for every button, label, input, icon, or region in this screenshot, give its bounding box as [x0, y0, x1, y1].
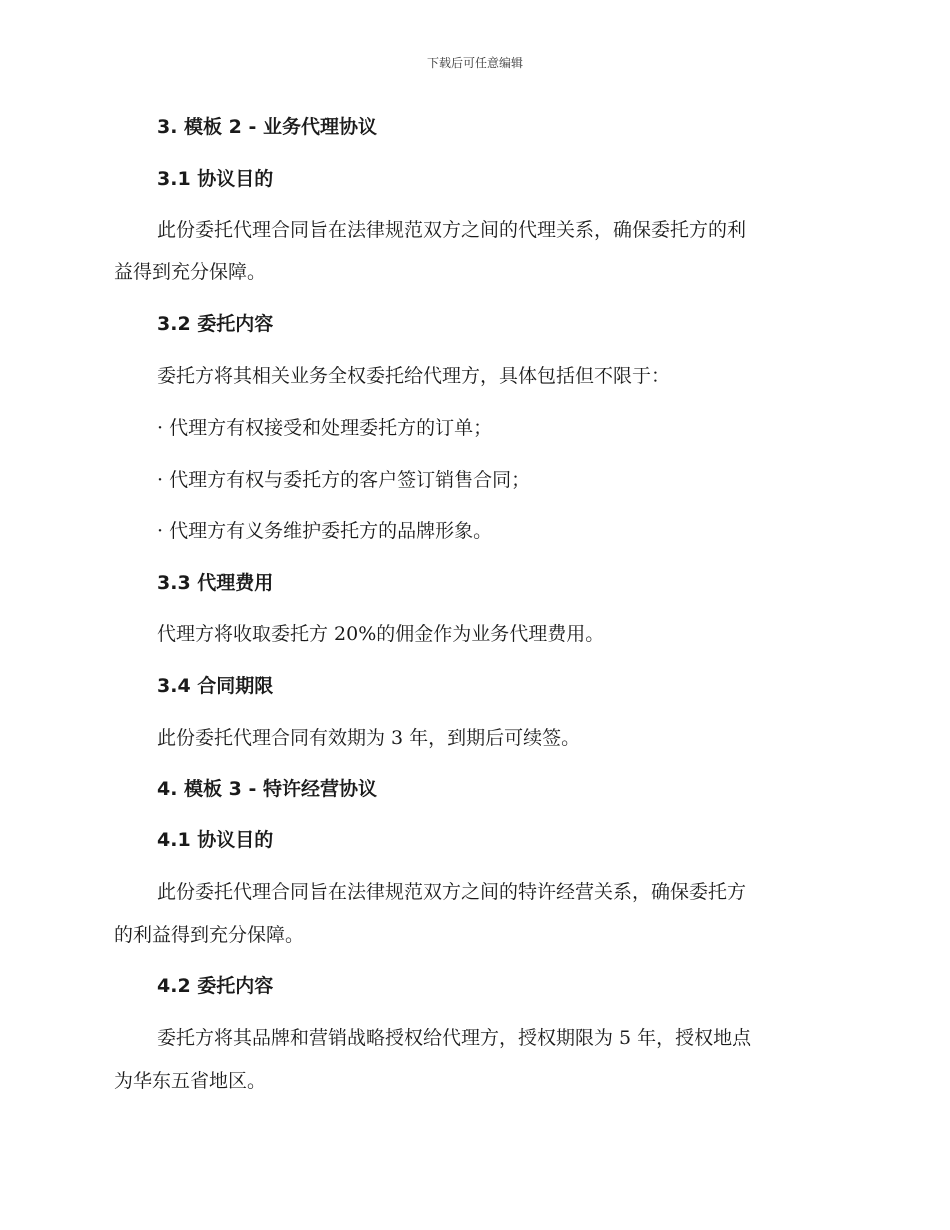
subsection-heading: 3.2 委托内容	[157, 313, 274, 335]
paragraph-line: 此份委托代理合同旨在法律规范双方之间的特许经营关系，确保委托方	[157, 881, 747, 903]
subsection-heading: 3.1 协议目的	[157, 168, 274, 190]
paragraph-line: 为华东五省地区。	[114, 1070, 267, 1092]
paragraph-line: 的利益得到充分保障。	[114, 924, 305, 946]
subsection-heading: 3.3 代理费用	[157, 572, 274, 594]
bullet-item: · 代理方有义务维护委托方的品牌形象。	[157, 520, 493, 542]
subsection-heading: 4.2 委托内容	[157, 975, 274, 997]
section-heading: 4. 模板 3 - 特许经营协议	[157, 778, 378, 800]
paragraph-line: 此份委托代理合同有效期为 3 年，到期后可续签。	[157, 727, 581, 749]
subsection-heading: 3.4 合同期限	[157, 675, 274, 697]
paragraph-line: 代理方将收取委托方 20%的佣金作为业务代理费用。	[157, 623, 605, 645]
paragraph-line: 委托方将其相关业务全权委托给代理方，具体包括但不限于：	[157, 365, 671, 387]
section-heading: 3. 模板 2 - 业务代理协议	[157, 116, 378, 138]
bullet-item: · 代理方有权与委托方的客户签订销售合同；	[157, 469, 531, 491]
paragraph-line: 此份委托代理合同旨在法律规范双方之间的代理关系，确保委托方的利	[157, 219, 747, 241]
paragraph-line: 益得到充分保障。	[114, 261, 267, 283]
paragraph-line: 委托方将其品牌和营销战略授权给代理方，授权期限为 5 年，授权地点	[157, 1027, 752, 1049]
page-header: 下载后可任意编辑	[426, 56, 523, 70]
subsection-heading: 4.1 协议目的	[157, 829, 274, 851]
bullet-item: · 代理方有权接受和处理委托方的订单；	[157, 417, 493, 439]
